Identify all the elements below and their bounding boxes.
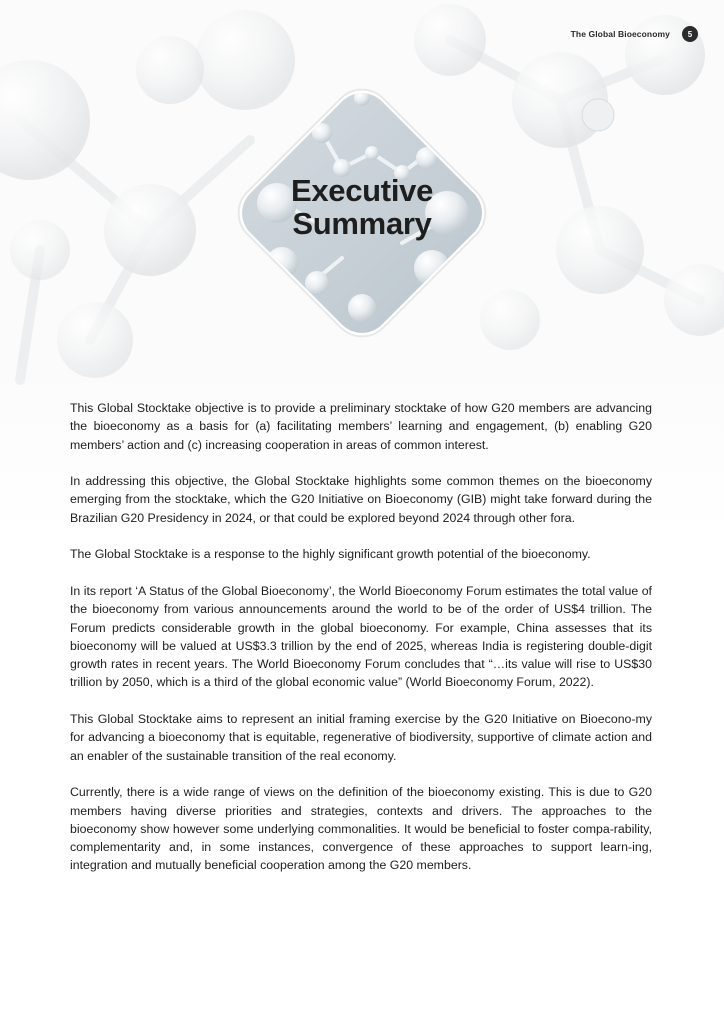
paragraph-themes: In addressing this objective, the Global Stocktake highlights some common themes on the bioeconomy emerging from the stocktake, which the G20 Initiative on Bioeconomy (GIB) might take forward during the Brazilian G20 Presidency in 2024, or that could be explored beyond 2024 through other fora. — [70, 474, 652, 525]
page-number-badge: 5 — [682, 26, 698, 42]
paragraph-growth-potential: The Global Stocktake is a response to the highly significant growth potential of the bioeconomy. — [70, 547, 591, 562]
section-title-line-2: Summary — [292, 206, 432, 241]
body-text — [70, 399, 652, 893]
running-title: The Global Bioeconomy — [570, 29, 670, 39]
section-title-line-1: Executive — [290, 173, 434, 208]
paragraph-definitions: Currently, there is a wide range of views on the definition of the bioeconomy existing. This is due to G20 members having diverse priorities and strategies, contexts and drivers. The approaches to the bioeconomy show however some underlying commonalities. It would be beneficial to foster compa-rability, complementarity and, in some instances, convergence of these approaches to support learn-ing, integration and mutually beneficial cooperation among the G20 members. — [70, 785, 652, 873]
paragraph-objective: This Global Stocktake objective is to provide a preliminary stocktake of how G20 members are advancing the bioeconomy as a basis for (a) facilitating members’ learning and engagement, (b) enabling G20 members’ action and (c) increasing cooperation in areas of common interest. — [70, 401, 652, 452]
page-header — [571, 26, 698, 42]
section-title — [222, 174, 502, 240]
paragraph-framing-exercise: This Global Stocktake aims to represent an initial framing exercise by the G20 Initiative on Bioecono-my for advancing a bioeconomy that is equitable, regenerative of biodiversity, supportive of climate action and an enabler of the sustainable transition of the real economy. — [70, 712, 652, 763]
paragraph-world-bioeconomy-forum: In its report ‘A Status of the Global Bioeconomy’, the World Bioeconomy Forum estimates the total value of the bioeconomy from various announcements around the world to be of the order of US$4 trillion. The Forum predicts considerable growth in the global bioeconomy. For example, China assesses that its bioeconomy will be valued at US$3.3 trillion by the end of 2025, whereas India is registering double-digit growth rates in recent years. The World Bioeconomy Forum concludes that “…its value will rise to US$30 trillion by 2050, which is a third of the global economic value” (World Bioeconomy Forum, 2022). — [70, 583, 652, 690]
